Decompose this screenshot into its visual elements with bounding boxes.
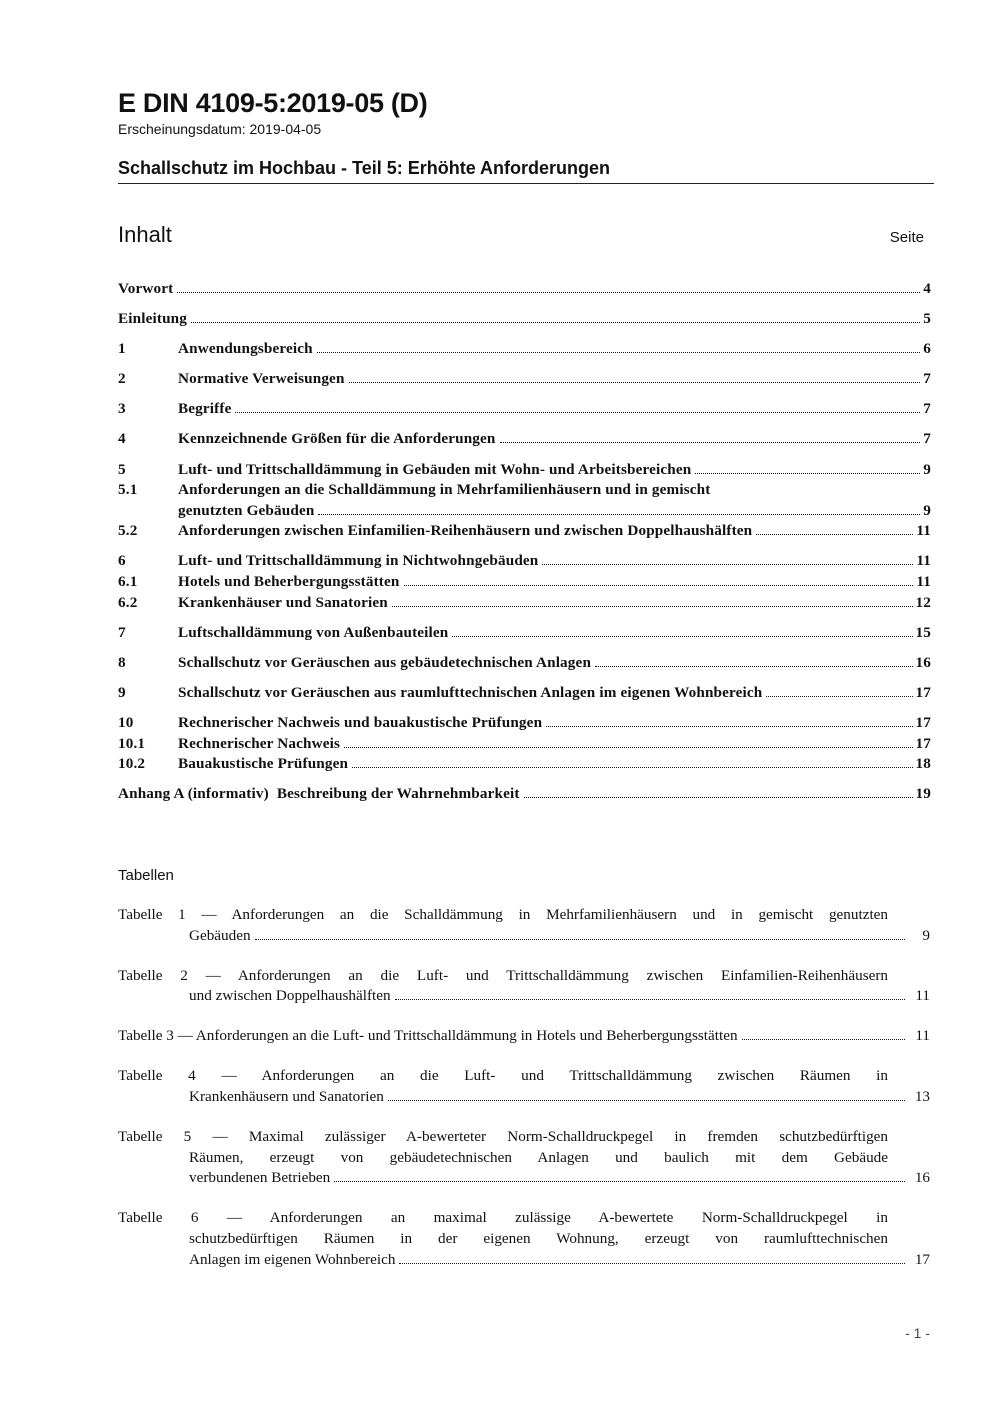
toc-leader xyxy=(388,1100,905,1101)
toc-entry-page: 7 xyxy=(923,430,931,448)
toc-entry[interactable] xyxy=(118,754,931,775)
toc-entry-page: 12 xyxy=(915,593,931,611)
toc-leader xyxy=(352,767,912,768)
toc-entry-title: Luftschalldämmung von Außenbauteilen xyxy=(178,623,449,641)
tables-heading: Tabellen xyxy=(118,867,174,884)
toc-entry-page: 16 xyxy=(915,653,931,671)
header-rule xyxy=(118,183,934,184)
toc-entry-page: 17 xyxy=(915,734,931,752)
toc-entry[interactable] xyxy=(118,734,931,755)
toc-entry-page: 17 xyxy=(915,714,931,731)
toc-entry-page: 7 xyxy=(923,400,931,418)
toc-leader xyxy=(399,1263,905,1264)
table-of-contents xyxy=(118,279,931,805)
toc-entry-title-cont: genutzten Gebäuden xyxy=(178,501,315,519)
toc-entry-page: 15 xyxy=(915,623,931,641)
toc-entry-page: 6 xyxy=(923,340,931,358)
toc-entry[interactable] xyxy=(118,460,931,481)
toc-page-label: Seite xyxy=(889,229,924,246)
toc-leader xyxy=(392,606,913,607)
table-entry-line: Tabelle 5 — Maximal zulässiger A-bewerteter Norm-Schalldruckpegel in fremden schutzbedürftigen xyxy=(118,1128,888,1146)
toc-leader xyxy=(742,1039,905,1040)
toc-entry-page: 11 xyxy=(916,522,931,540)
table-list-entry[interactable] xyxy=(118,905,930,946)
toc-entry-title: Hotels und Beherbergungsstätten xyxy=(178,573,400,591)
document-id: E DIN 4109-5:2019-05 (D) xyxy=(118,88,428,118)
toc-entry-title: Einleitung xyxy=(118,310,188,328)
toc-entry[interactable] xyxy=(118,399,931,420)
toc-entry-number: 8 xyxy=(118,653,126,671)
toc-entry-title: Bauakustische Prüfungen xyxy=(178,755,349,773)
toc-entry[interactable] xyxy=(118,784,931,805)
toc-entry-title: Begriffe xyxy=(178,400,232,418)
toc-entry-title: Rechnerischer Nachweis und bauakustische Prüfungen xyxy=(178,714,543,731)
toc-entry-number: 10 xyxy=(118,714,134,731)
toc-leader xyxy=(756,534,913,535)
table-entry-line: Anlagen im eigenen Wohnbereich xyxy=(189,1250,396,1268)
table-entry-line: Gebäuden xyxy=(189,926,251,944)
table-list-entry[interactable] xyxy=(118,1026,930,1047)
toc-leader xyxy=(235,412,920,413)
toc-entry-page: 19 xyxy=(915,785,931,803)
toc-entry-number: 7 xyxy=(118,623,126,641)
toc-entry-page: 9 xyxy=(923,501,931,519)
toc-leader xyxy=(177,292,920,293)
toc-entry-page: 4 xyxy=(923,280,931,297)
table-entry-page: 11 xyxy=(915,1027,930,1045)
toc-leader xyxy=(191,322,920,323)
toc-entry-number: 5 xyxy=(118,460,126,478)
table-entry-line: Tabelle 6 — Anforderungen an maximal zulässige A-bewertete Norm-Schalldruckpegel in xyxy=(118,1209,888,1227)
table-entry-line: schutzbedürftigen Räumen in der eigenen Wohnung, erzeugt von raumlufttechnischen xyxy=(189,1230,888,1248)
toc-leader xyxy=(404,585,914,586)
toc-entry-page: 9 xyxy=(923,460,931,478)
toc-leader xyxy=(546,726,912,727)
toc-leader xyxy=(452,636,912,637)
toc-leader xyxy=(255,939,905,940)
list-of-tables xyxy=(118,905,930,1290)
toc-leader xyxy=(318,514,920,515)
table-entry-line: Räumen, erzeugt von gebäudetechnischen Anlagen und baulich mit dem Gebäude xyxy=(189,1148,888,1166)
table-list-entry[interactable] xyxy=(118,1066,930,1107)
toc-entry-number: 10.2 xyxy=(118,755,146,773)
toc-entry-title: Schallschutz vor Geräuschen aus raumlufttechnischen Anlagen im eigenen Wohnbereich xyxy=(178,683,763,701)
toc-entry-title: Rechnerischer Nachweis xyxy=(178,734,341,752)
toc-leader xyxy=(766,696,912,697)
toc-entry-title: Kennzeichnende Größen für die Anforderungen xyxy=(178,430,496,448)
toc-entry[interactable] xyxy=(118,429,931,450)
table-list-entry[interactable] xyxy=(118,1127,930,1189)
toc-entry-page: 18 xyxy=(915,755,931,773)
table-entry-line: Tabelle 4 — Anforderungen an die Luft- und Trittschalldämmung zwischen Räumen in xyxy=(118,1067,888,1085)
toc-entry-title: Beschreibung der Wahrnehmbarkeit xyxy=(276,785,520,803)
document-subtitle: Schallschutz im Hochbau - Teil 5: Erhöhte Anforderungen xyxy=(118,158,611,178)
page-number: - 1 - xyxy=(905,1325,930,1341)
toc-entry-number: 3 xyxy=(118,400,126,418)
toc-entry-number: 5.1 xyxy=(118,481,138,499)
table-entry-page: 11 xyxy=(915,987,930,1005)
toc-entry-title: Luft- und Trittschalldämmung in Gebäuden mit Wohn- und Arbeitsbereichen xyxy=(178,460,692,478)
toc-entry-page: 11 xyxy=(916,573,931,591)
toc-leader xyxy=(524,797,913,798)
toc-entry[interactable] xyxy=(118,653,931,674)
toc-entry-number: 6.1 xyxy=(118,573,138,591)
toc-entry[interactable] xyxy=(118,593,931,614)
table-entry-line: verbundenen Betrieben xyxy=(189,1169,331,1187)
toc-entry[interactable] xyxy=(118,339,931,360)
table-entry-page: 16 xyxy=(914,1169,930,1187)
toc-entry-title: Normative Verweisungen xyxy=(178,370,345,388)
toc-entry-page: 17 xyxy=(915,683,931,701)
toc-leader xyxy=(344,747,912,748)
toc-entry-title: Vorwort xyxy=(118,280,174,297)
toc-entry-number: 9 xyxy=(118,683,126,701)
toc-entry-page: 5 xyxy=(923,310,931,328)
toc-entry-number: 6.2 xyxy=(118,593,138,611)
toc-entry-number: Anhang A (informativ) xyxy=(118,785,269,803)
toc-entry[interactable] xyxy=(118,521,931,542)
toc-entry-title: Luft- und Trittschalldämmung in Nichtwohngebäuden xyxy=(178,552,539,570)
toc-entry-title: Schallschutz vor Geräuschen aus gebäudetechnischen Anlagen xyxy=(178,653,592,671)
toc-entry-title: Anforderungen zwischen Einfamilien-Reihenhäusern und zwischen Doppelhaushälften xyxy=(178,522,753,540)
toc-leader xyxy=(317,352,920,353)
toc-entry-number: 1 xyxy=(118,340,126,358)
toc-leader xyxy=(334,1181,905,1182)
toc-entry-number: 2 xyxy=(118,370,126,388)
toc-entry[interactable] xyxy=(118,572,931,593)
toc-entry[interactable] xyxy=(118,683,931,704)
toc-entry-title: Anwendungsbereich xyxy=(178,340,313,358)
table-entry-line: Krankenhäusern und Sanatorien xyxy=(189,1088,384,1106)
table-list-entry[interactable] xyxy=(118,966,930,1007)
table-list-entry[interactable] xyxy=(118,1208,930,1270)
toc-entry-number: 4 xyxy=(118,430,126,448)
toc-entry[interactable] xyxy=(118,551,931,572)
toc-entry-number: 6 xyxy=(118,552,126,570)
table-entry-line: Tabelle 1 — Anforderungen an die Schalldämmung in Mehrfamilienhäusern und in gemischt genutzten xyxy=(118,906,888,923)
table-entry-page: 13 xyxy=(914,1088,930,1106)
toc-leader xyxy=(695,473,920,474)
toc-entry-page: 7 xyxy=(923,370,931,388)
toc-entry[interactable] xyxy=(118,623,931,644)
toc-entry-title: Anforderungen an die Schalldämmung in Mehrfamilienhäusern und in gemischt xyxy=(178,481,711,499)
table-entry-line: und zwischen Doppelhaushälften xyxy=(189,987,391,1005)
toc-leader xyxy=(500,442,921,443)
toc-leader xyxy=(349,382,921,383)
table-entry-line: Tabelle 2 — Anforderungen an die Luft- und Trittschalldämmung zwischen Einfamilien-Reihenhäusern xyxy=(118,966,888,984)
toc-entry[interactable] xyxy=(118,309,931,330)
publication-date: Erscheinungsdatum: 2019-04-05 xyxy=(118,121,322,137)
table-entry-line: Tabelle 3 — Anforderungen an die Luft- und Trittschalldämmung in Hotels und Beherbergungsstätten xyxy=(118,1027,738,1045)
toc-entry[interactable] xyxy=(118,713,931,734)
toc-entry-title: Krankenhäuser und Sanatorien xyxy=(178,593,388,611)
toc-leader xyxy=(395,999,905,1000)
toc-leader xyxy=(595,666,912,667)
table-entry-page: 9 xyxy=(922,926,930,944)
table-entry-page: 17 xyxy=(914,1250,930,1268)
toc-entry-number: 5.2 xyxy=(118,522,138,540)
toc-entry[interactable] xyxy=(118,369,931,390)
toc-entry[interactable] xyxy=(118,279,931,300)
toc-entry-page: 11 xyxy=(916,552,931,570)
toc-leader xyxy=(542,564,913,565)
toc-entry-number: 10.1 xyxy=(118,734,146,752)
toc-entry[interactable] xyxy=(118,480,931,521)
toc-heading: Inhalt xyxy=(118,222,172,247)
